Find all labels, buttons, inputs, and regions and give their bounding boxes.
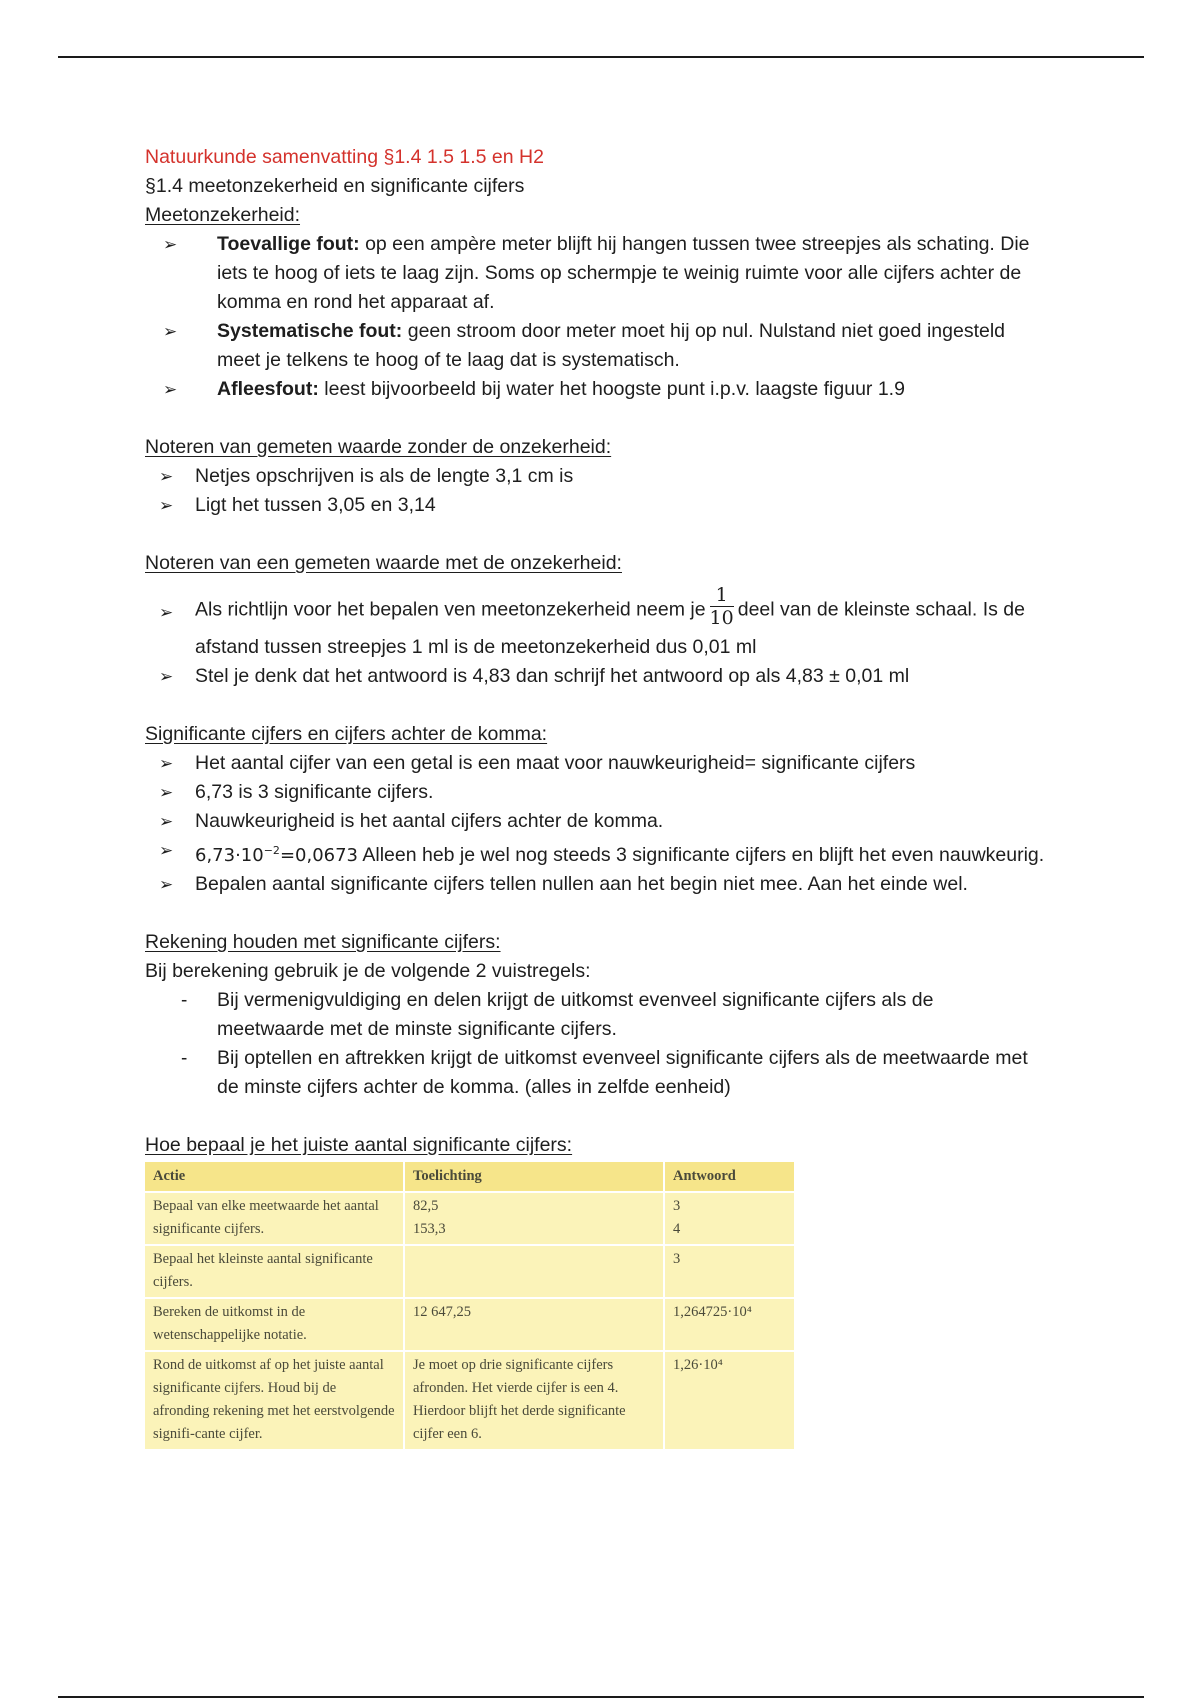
arrow-bullet-icon: ➢ (159, 667, 174, 686)
table-cell: 3 4 (664, 1192, 794, 1245)
list-item: ➢ Netjes opschrijven is als de lengte 3,1 cm is (145, 462, 1045, 491)
arrow-bullet-icon: ➢ (159, 754, 174, 773)
item-text: geen stroom door meter moet hij op nul. Nulstand niet goed ingesteld meet je telkens te hoog of te laag dat is systematisch. (217, 320, 1006, 371)
list-item (145, 230, 1045, 317)
list-item (145, 317, 1045, 375)
list-item: ➢ 6,73 is 3 significante cijfers. (145, 778, 1045, 807)
arrow-bullet-icon: ➢ (159, 875, 174, 894)
meetonzekerheid-list (145, 230, 1045, 404)
met-heading: Noteren van een gemeten waarde met de onzekerheid: (145, 552, 622, 574)
column-header: Actie (145, 1162, 404, 1192)
rekening-intro: Bij berekening gebruik je de volgende 2 vuistregels: (145, 960, 591, 982)
item-term: Afleesfout: (217, 378, 319, 400)
met-list (145, 578, 1045, 691)
zonder-heading: Noteren van gemeten waarde zonder de onzekerheid: (145, 436, 612, 458)
table-row (145, 1192, 794, 1245)
arrow-bullet-icon: ➢ (163, 235, 178, 254)
table-cell: Bereken de uitkomst in de wetenschappelijke notatie. (145, 1298, 404, 1351)
column-header: Toelichting (404, 1162, 664, 1192)
item-term: Systematische fout: (217, 320, 403, 342)
arrow-bullet-icon: ➢ (163, 380, 178, 399)
fraction: $\frac{1}{10}$ (709, 584, 734, 629)
arrow-bullet-icon: ➢ (159, 603, 174, 622)
item-term: Toevallige fout: (217, 233, 360, 255)
meetonzekerheid-heading: Meetonzekerheid: (145, 204, 301, 226)
dash-bullet-icon: - (181, 1048, 188, 1069)
section-title: §1.4 meetonzekerheid en significante cijfers (145, 175, 525, 197)
document-page (145, 143, 1045, 1449)
list-item: ➢ Het aantal cijfer van een getal is een maat voor nauwkeurigheid= significante cijfers (145, 749, 1045, 778)
list-item: ➢ Stel je denk dat het antwoord is 4,83 dan schrijf het antwoord op als 4,83 ± 0,01 ml (145, 662, 1045, 691)
arrow-bullet-icon: ➢ (159, 812, 174, 831)
header-rule (58, 56, 1144, 58)
list-item: ➢ Nauwkeurigheid is het aantal cijfers achter de komma. (145, 807, 1045, 836)
list-item (145, 375, 1045, 404)
table-row (145, 1245, 794, 1298)
column-header: Antwoord (664, 1162, 794, 1192)
arrow-bullet-icon: ➢ (159, 467, 174, 486)
table-heading: Hoe bepaal je het juiste aantal significante cijfers: (145, 1134, 573, 1156)
math-expression: $6,73\cdot 10^{-2}=0,0673$ (195, 844, 359, 866)
footer-rule (58, 1696, 1144, 1698)
dash-bullet-icon: - (181, 990, 188, 1011)
significant-heading: Significante cijfers en cijfers achter de komma: (145, 723, 548, 745)
table-header-row (145, 1162, 794, 1192)
significant-list (145, 749, 1045, 899)
item-text: leest bijvoorbeeld bij water het hoogste punt i.p.v. laagste figuur 1.9 (318, 378, 905, 400)
list-item: - Bij vermenigvuldiging en delen krijgt de uitkomst evenveel significante cijfers als de meetwaarde met de minste significante cijfers. (145, 986, 1045, 1044)
document-title: Natuurkunde samenvatting §1.4 1.5 1.5 en H2 (145, 146, 544, 168)
table-cell (404, 1245, 664, 1298)
zonder-list (145, 462, 1045, 520)
arrow-bullet-icon: ➢ (159, 496, 174, 515)
table-cell: 1,26·10⁴ (664, 1351, 794, 1449)
table-cell: 82,5 153,3 (404, 1192, 664, 1245)
list-item: ➢ Ligt het tussen 3,05 en 3,14 (145, 491, 1045, 520)
table-cell: Bepaal van elke meetwaarde het aantal significante cijfers. (145, 1192, 404, 1245)
significant-figures-table (145, 1162, 794, 1449)
list-item: ➢ Bepalen aantal significante cijfers tellen nullen aan het begin niet mee. Aan het einde wel. (145, 870, 1045, 899)
table-cell: 1,264725·10⁴ (664, 1298, 794, 1351)
table-row (145, 1351, 794, 1449)
table-cell: Bepaal het kleinste aantal significante cijfers. (145, 1245, 404, 1298)
list-item: ➢ $6,73\cdot 10^{-2}=0,0673$ Alleen heb je wel nog steeds 3 significante cijfers en blijft het even nauwkeurig. (145, 836, 1045, 870)
arrow-bullet-icon: ➢ (159, 783, 174, 802)
rekening-heading: Rekening houden met significante cijfers: (145, 931, 501, 953)
arrow-bullet-icon: ➢ (159, 841, 174, 860)
rules-list (145, 986, 1045, 1102)
table-cell: Je moet op drie significante cijfers afronden. Het vierde cijfer is een 4. Hierdoor blijft het derde significante cijfer een 6. (404, 1351, 664, 1449)
table-cell: Rond de uitkomst af op het juiste aantal significante cijfers. Houd bij de afronding rekening met het eerstvolgende signifi-cante cijfer. (145, 1351, 404, 1449)
list-item: - Bij optellen en aftrekken krijgt de uitkomst evenveel significante cijfers als de meetwaarde met de minste cijfers achter de komma. (alles in zelfde eenheid) (145, 1044, 1045, 1102)
list-item: ➢ Als richtlijn voor het bepalen ven meetonzekerheid neem je $\frac{1}{10}$ deel van de kleinste schaal. Is de afstand tussen streepjes 1 ml is de meetonzekerheid dus 0,01 ml (159, 584, 1025, 658)
table-cell: 12 647,25 (404, 1298, 664, 1351)
item-text: op een ampère meter blijft hij hangen tussen twee streepjes als schating. Die iets te hoog of iets te laag zijn. Soms op schermpje te weinig ruimte voor alle cijfers achter de komma en rond het apparaat af. (217, 233, 1030, 313)
table-row (145, 1298, 794, 1351)
arrow-bullet-icon: ➢ (163, 322, 178, 341)
table-cell: 3 (664, 1245, 794, 1298)
